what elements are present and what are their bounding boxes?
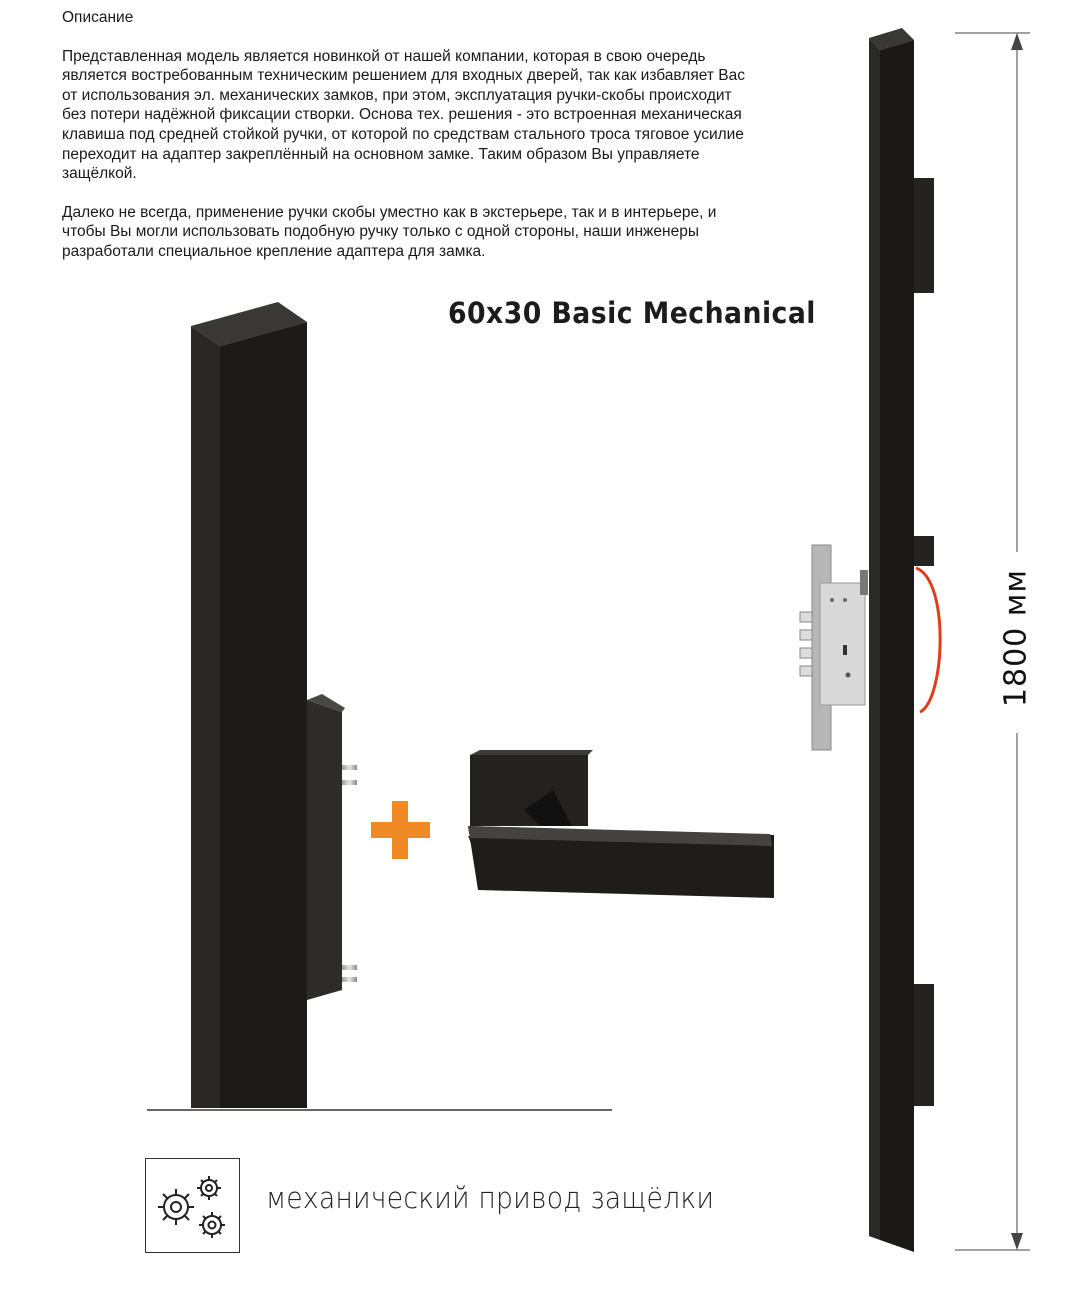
desc-line: от использования эл. механических замков, при этом, эксплуатация ручки-скобы происходит <box>62 86 732 104</box>
handle-closeup <box>191 302 357 1108</box>
lever-handle <box>468 750 774 898</box>
desc-line: переходит на адаптер закреплённый на основном замке. Таким образом Вы управляете <box>62 145 700 163</box>
plus-icon <box>371 801 430 859</box>
desc-line: без потери надёжной фиксации створки. Основа тех. решения - это встроенная механическая <box>62 106 742 124</box>
desc-line: защёлкой. <box>62 165 137 183</box>
pull-handle <box>869 28 934 1252</box>
steel-cable <box>916 568 940 712</box>
desc-line: Представленная модель является новинкой от нашей компании, которая в свою очередь <box>62 47 706 65</box>
description-heading: Описание <box>62 9 134 26</box>
desc-line: Далеко не всегда, применение ручки скобы уместно как в экстерьере, так и в интерьере, и <box>62 203 717 221</box>
desc-line: является востребованным техническим решением для входных дверей, так как избавляет Вас <box>62 67 745 85</box>
desc-line: чтобы Вы могли использовать подобную ручку только с одной стороны, наши инженеры <box>62 223 699 241</box>
model-title: 60x30 Basic Mechanical <box>448 296 816 330</box>
dimension-label: 1800 мм <box>998 568 1034 708</box>
feature-label: механический привод защёлки <box>266 1181 715 1215</box>
gears-icon <box>146 1159 238 1251</box>
desc-line: разработали специальное крепление адаптера для замка. <box>62 242 486 260</box>
mortise-lock <box>800 545 868 750</box>
feature-icon-box <box>145 1158 240 1253</box>
desc-line: клавиша под средней стойкой ручки, от которой по средствам стального троса тяговое усилие <box>62 125 744 143</box>
